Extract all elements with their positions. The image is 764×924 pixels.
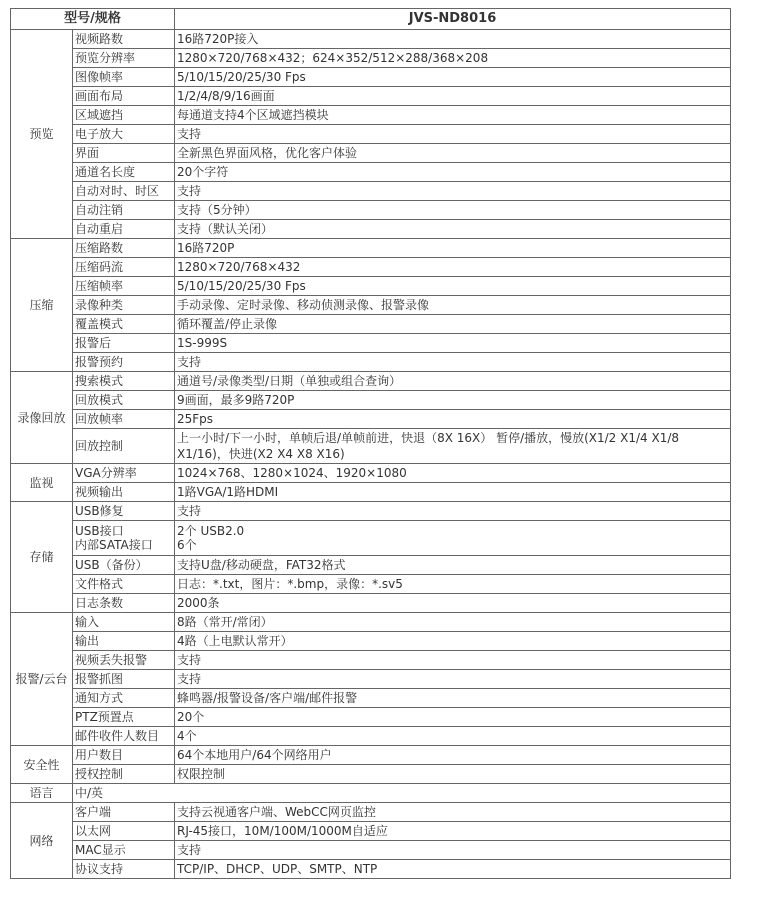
spec-name: 区域遮挡	[73, 106, 175, 125]
spec-name: 用户数目	[73, 746, 175, 765]
table-row	[11, 746, 731, 765]
spec-name: 压缩帧率	[73, 277, 175, 296]
spec-value: TCP/IP、DHCP、UDP、SMTP、NTP	[175, 860, 731, 879]
spec-name: 通知方式	[73, 689, 175, 708]
table-row	[11, 429, 731, 464]
table-row	[11, 784, 731, 803]
table-row	[11, 353, 731, 372]
table-row	[11, 220, 731, 239]
spec-name: 自动注销	[73, 201, 175, 220]
header-label: 型号/规格	[11, 9, 175, 30]
spec-value: 支持	[175, 651, 731, 670]
spec-name: 画面布局	[73, 87, 175, 106]
spec-name: 压缩路数	[73, 239, 175, 258]
table-row	[11, 502, 731, 521]
spec-value: 支持（5分钟）	[175, 201, 731, 220]
table-row	[11, 277, 731, 296]
table-row	[11, 841, 731, 860]
category-cell: 监视	[11, 464, 73, 502]
spec-name: 自动对时、时区	[73, 182, 175, 201]
table-row	[11, 765, 731, 784]
spec-value: 2000条	[175, 594, 731, 613]
table-row	[11, 144, 731, 163]
spec-name: 搜索模式	[73, 372, 175, 391]
table-row	[11, 125, 731, 144]
spec-value: 蜂鸣器/报警设备/客户端/邮件报警	[175, 689, 731, 708]
table-row	[11, 521, 731, 556]
table-row	[11, 30, 731, 49]
spec-value: 16路720P接入	[175, 30, 731, 49]
table-row	[11, 575, 731, 594]
spec-name: MAC显示	[73, 841, 175, 860]
category-cell: 存储	[11, 502, 73, 613]
table-row	[11, 594, 731, 613]
spec-name: 图像帧率	[73, 68, 175, 87]
spec-name: 视频路数	[73, 30, 175, 49]
spec-value: 循环覆盖/停止录像	[175, 315, 731, 334]
spec-value: 4路（上电默认常开）	[175, 632, 731, 651]
spec-name: USB修复	[73, 502, 175, 521]
spec-table-body	[11, 9, 731, 879]
spec-name: 邮件收件人数目	[73, 727, 175, 746]
spec-table	[10, 8, 731, 879]
table-row	[11, 201, 731, 220]
spec-value: 全新黑色界面风格，优化客户体验	[175, 144, 731, 163]
spec-name	[73, 521, 175, 556]
spec-value: 1024×768、1280×1024、1920×1080	[175, 464, 731, 483]
table-row	[11, 483, 731, 502]
table-row	[11, 689, 731, 708]
spec-value: 支持	[175, 670, 731, 689]
spec-value: 4个	[175, 727, 731, 746]
spec-value: 日志：*.txt，图片：*.bmp，录像：*.sv5	[175, 575, 731, 594]
table-row	[11, 258, 731, 277]
spec-value: RJ-45接口，10M/100M/1000M自适应	[175, 822, 731, 841]
table-row	[11, 822, 731, 841]
category-cell: 安全性	[11, 746, 73, 784]
category-cell: 语言	[11, 784, 73, 803]
spec-value: 支持	[175, 125, 731, 144]
spec-value: 64个本地用户/64个网络用户	[175, 746, 731, 765]
spec-value: 支持	[175, 353, 731, 372]
spec-value: 1280×720/768×432	[175, 258, 731, 277]
spec-name: 通道名长度	[73, 163, 175, 182]
spec-value: 20个	[175, 708, 731, 727]
table-row	[11, 68, 731, 87]
spec-value: 8路（常开/常闭）	[175, 613, 731, 632]
table-row	[11, 239, 731, 258]
spec-name-line: 内部SATA接口	[75, 538, 153, 552]
spec-name: VGA分辨率	[73, 464, 175, 483]
spec-name: 压缩码流	[73, 258, 175, 277]
spec-value: 1/2/4/8/9/16画面	[175, 87, 731, 106]
spec-name: 界面	[73, 144, 175, 163]
spec-name: 预览分辨率	[73, 49, 175, 68]
spec-value: 1S-999S	[175, 334, 731, 353]
spec-name: 电子放大	[73, 125, 175, 144]
spec-name: 录像种类	[73, 296, 175, 315]
spec-name: 授权控制	[73, 765, 175, 784]
spec-value: 支持（默认关闭）	[175, 220, 731, 239]
spec-value: 手动录像、定时录像、移动侦测录像、报警录像	[175, 296, 731, 315]
table-row	[11, 182, 731, 201]
spec-name: 客户端	[73, 803, 175, 822]
table-row	[11, 727, 731, 746]
spec-name: 视频输出	[73, 483, 175, 502]
header-model: JVS-ND8016	[175, 9, 731, 30]
spec-name: 中/英	[73, 784, 731, 803]
category-cell: 网络	[11, 803, 73, 879]
spec-value: 16路720P	[175, 239, 731, 258]
spec-name: 回放帧率	[73, 410, 175, 429]
table-row	[11, 87, 731, 106]
table-row	[11, 708, 731, 727]
spec-value	[175, 521, 731, 556]
spec-value: 25Fps	[175, 410, 731, 429]
spec-name: 回放控制	[73, 429, 175, 464]
spec-value: 通道号/录像类型/日期（单独或组合查询）	[175, 372, 731, 391]
table-row	[11, 613, 731, 632]
table-row	[11, 632, 731, 651]
table-row	[11, 315, 731, 334]
spec-value: 1280×720/768×432；624×352/512×288/368×208	[175, 49, 731, 68]
spec-value: 5/10/15/20/25/30 Fps	[175, 68, 731, 87]
table-row	[11, 860, 731, 879]
category-cell: 压缩	[11, 239, 73, 372]
spec-value: 每通道支持4个区域遮挡模块	[175, 106, 731, 125]
category-cell: 报警/云台	[11, 613, 73, 746]
table-row	[11, 410, 731, 429]
spec-value: 权限控制	[175, 765, 731, 784]
table-row	[11, 163, 731, 182]
table-row	[11, 651, 731, 670]
table-row	[11, 391, 731, 410]
spec-name: 协议支持	[73, 860, 175, 879]
spec-name: 报警抓图	[73, 670, 175, 689]
table-row	[11, 464, 731, 483]
spec-value: 1路VGA/1路HDMI	[175, 483, 731, 502]
spec-value-line: 6个	[177, 538, 197, 552]
table-row	[11, 372, 731, 391]
spec-value: 上一小时/下一小时，单帧后退/单帧前进，快退（8X 16X） 暂停/播放，慢放(X1/2 X1/4 X1/8 X1/16)，快进(X2 X4 X8 X16)	[175, 429, 731, 464]
table-row	[11, 556, 731, 575]
spec-value: 支持	[175, 182, 731, 201]
table-row	[11, 334, 731, 353]
spec-name: 回放模式	[73, 391, 175, 410]
spec-name: 输入	[73, 613, 175, 632]
spec-value: 支持云视通客户端、WebCC网页监控	[175, 803, 731, 822]
table-row	[11, 803, 731, 822]
spec-value: 支持	[175, 502, 731, 521]
spec-name: USB（备份）	[73, 556, 175, 575]
spec-name: 日志条数	[73, 594, 175, 613]
category-cell: 录像回放	[11, 372, 73, 464]
spec-value: 9画面，最多9路720P	[175, 391, 731, 410]
spec-value: 20个字符	[175, 163, 731, 182]
spec-name-line: USB接口	[75, 524, 124, 538]
table-row	[11, 296, 731, 315]
header-row	[11, 9, 731, 30]
spec-value: 5/10/15/20/25/30 Fps	[175, 277, 731, 296]
spec-name: 文件格式	[73, 575, 175, 594]
table-row	[11, 670, 731, 689]
spec-name: 输出	[73, 632, 175, 651]
spec-value: 支持	[175, 841, 731, 860]
table-row	[11, 49, 731, 68]
spec-name: 视频丢失报警	[73, 651, 175, 670]
category-cell: 预览	[11, 30, 73, 239]
spec-name: 报警预约	[73, 353, 175, 372]
spec-name: 自动重启	[73, 220, 175, 239]
spec-name: 覆盖模式	[73, 315, 175, 334]
spec-value-line: 2个 USB2.0	[177, 524, 245, 538]
spec-value: 支持U盘/移动硬盘，FAT32格式	[175, 556, 731, 575]
table-row	[11, 106, 731, 125]
spec-name: 以太网	[73, 822, 175, 841]
spec-name: 报警后	[73, 334, 175, 353]
spec-name: PTZ预置点	[73, 708, 175, 727]
